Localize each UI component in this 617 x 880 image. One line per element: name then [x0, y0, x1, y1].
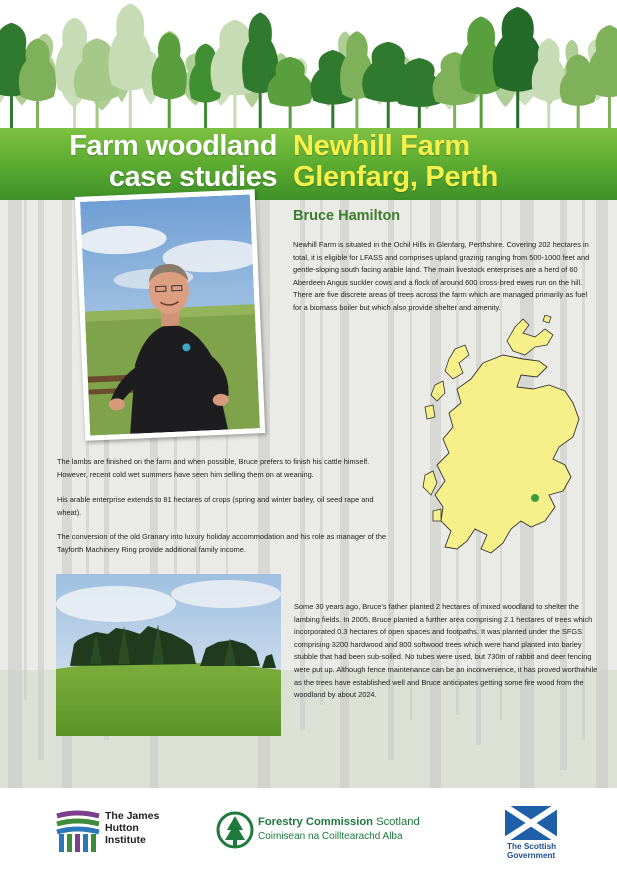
header-tree-silhouettes: [0, 0, 617, 128]
series-title: [69, 131, 277, 193]
footer-logos: [0, 788, 617, 880]
scottish-government-logo: [505, 806, 565, 866]
fc-scotland: Scotland: [376, 816, 420, 828]
fc-gaelic: Coimisean na Coilltearachd: [258, 831, 381, 842]
james-hutton-logo: [55, 808, 175, 856]
hutton-line1: The James: [105, 810, 160, 822]
farm-title: [293, 131, 498, 193]
scotland-map: [395, 315, 595, 575]
saltire-flag-icon: [505, 806, 557, 840]
intro-paragraph: Newhill Farm is situated in the Ochil Hills in Glenfarg, Perthshire. Covering 202 hectares in total, it is eligible for LFASS and comprises upland grazing ranging from 500-1000 feet and gentle-sloping south facing arable land. The main livestock enterprises are a herd of 60 Aberdeen Angus suckler cows and a flock of around 600 cross-bred ewes run on the hill. There are five discrete areas of trees across the farm which are managed primarily as fuel for a biomass boiler but which also provide shelter and amenity.: [293, 240, 590, 312]
forestry-commission-logo: [216, 810, 456, 850]
series-title-line1: Farm woodland: [69, 130, 277, 162]
hutton-emblem-icon: [55, 808, 101, 854]
fc-name: Forestry Commission: [258, 816, 374, 828]
farmer-name: Bruce Hamilton: [293, 208, 401, 224]
hutton-line2: Hutton: [105, 822, 139, 834]
farm-location-marker: [531, 494, 539, 502]
lambs-paragraph: The lambs are finished on the farm and when possible, Bruce prefers to finish his cattle himself. However, recent cold wet summers have seen him selling them on at weaning.: [57, 457, 370, 479]
woodland-photo: [56, 574, 281, 736]
hutton-line3: Institute: [105, 834, 146, 846]
tree-silhouettes-graphic: [0, 0, 617, 128]
scot-line2: Government: [507, 851, 556, 860]
title-band: [0, 128, 617, 200]
woodland-paragraph: Some 30 years ago, Bruce's father planted 2 hectares of mixed woodland to shelter the lambing fields. In 2005, Bruce planted a further area comprising 2.1 hectares of trees which incorporated 0.3 hectares of open spaces and footpaths. It was planted under the SFGS comprising 3200 hardwood and 800 softwood trees which were hand planted into barley stubble that had been sub-soiled. No tubes were used, but 730m of rabbit and deer fencing were put up. Although fence maintenance can be an inconvenience, it has proved worthwhile as the trees have established well and Bruce anticipates getting some fire wood from the woodland by about 2024.: [294, 602, 598, 700]
farm-title-line2: Glenfarg, Perth: [293, 161, 498, 193]
farmer-photo: [75, 189, 265, 441]
fc-alba: Alba: [382, 831, 403, 842]
scot-line1: The Scottish: [507, 842, 557, 851]
granary-paragraph: The conversion of the old Granary into luxury holiday accommodation and his role as manager of the Tayforth Machinery Ring provide additional family income.: [57, 532, 387, 554]
series-title-line2: case studies: [108, 161, 277, 193]
farm-title-line1: Newhill Farm: [293, 130, 470, 162]
arable-paragraph: His arable enterprise extends to 81 hectares of crops (spring and winter barley, oil seed rape and wheat).: [57, 495, 374, 517]
tree-emblem-icon: [216, 810, 254, 850]
